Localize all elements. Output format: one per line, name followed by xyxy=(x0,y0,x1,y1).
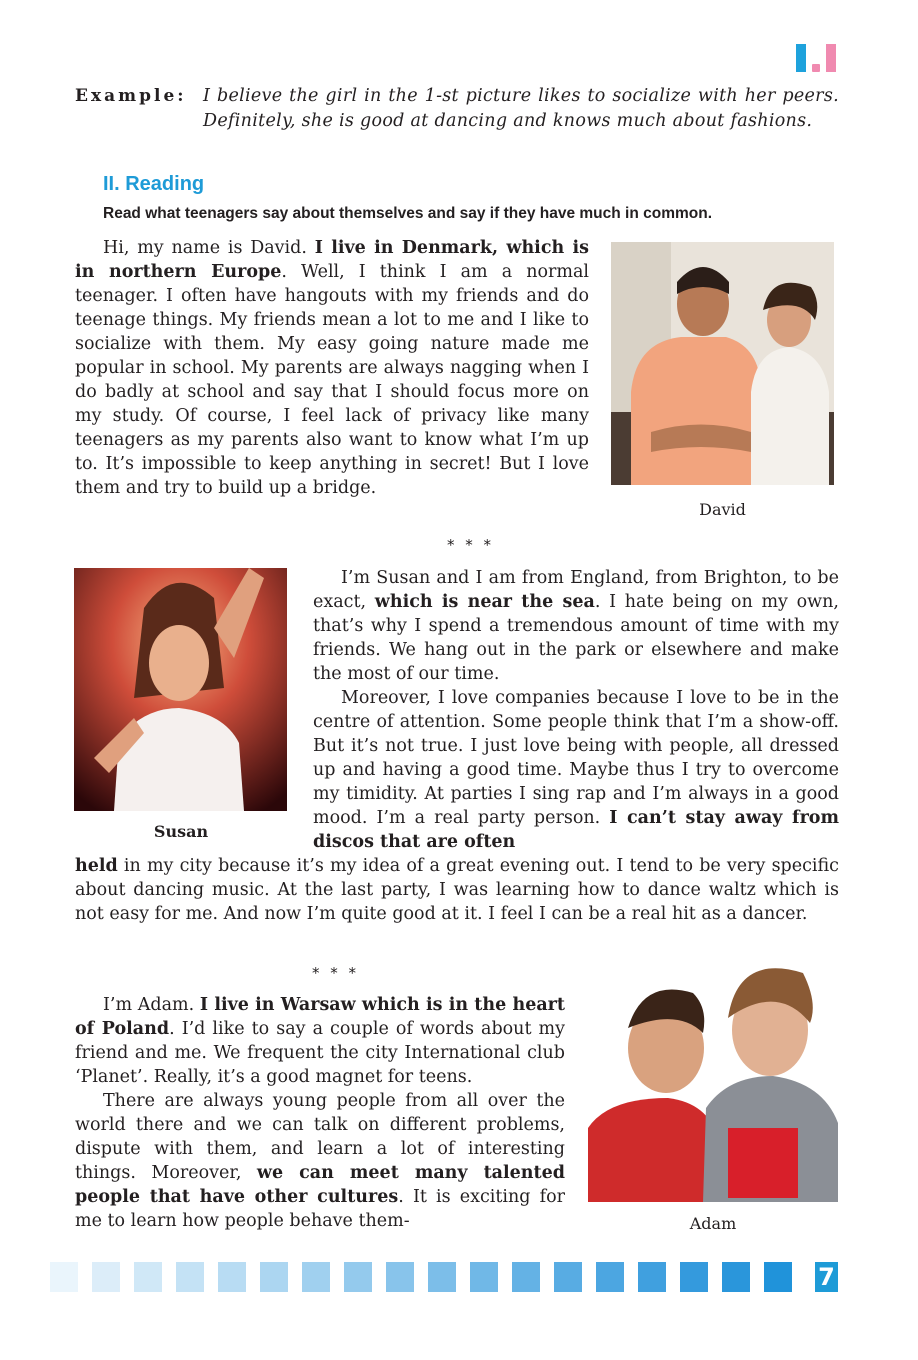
unit-marker-bar xyxy=(796,44,806,72)
susan-text-bold: which is near the sea xyxy=(374,592,595,612)
footer-square xyxy=(764,1262,792,1292)
footer-square xyxy=(260,1262,288,1292)
page-number: 7 xyxy=(815,1262,838,1292)
david-paragraph xyxy=(75,236,589,500)
footer-square xyxy=(386,1262,414,1292)
instruction: Read what teenagers say about themselves and say if they have much in common. xyxy=(103,205,713,222)
susan-paragraph-top xyxy=(313,566,839,854)
david-photo xyxy=(611,242,834,485)
david-caption: David xyxy=(699,500,746,519)
footer-square xyxy=(176,1262,204,1292)
susan-photo xyxy=(74,568,287,811)
unit-marker-dot xyxy=(812,64,820,72)
adam-text-p2-c: . It is exciting for me to learn how people behave them- xyxy=(75,1187,565,1231)
susan-photo-illustration xyxy=(74,568,287,811)
adam-text-bold: I live in Warsaw which is in the heart of Poland xyxy=(75,995,565,1039)
adam-text-a: I’m Adam. xyxy=(103,995,200,1015)
example-label: Example: xyxy=(75,86,187,106)
adam-photo xyxy=(588,948,838,1202)
susan-caption: Susan xyxy=(153,822,209,841)
footer-square xyxy=(512,1262,540,1292)
david-text-a: Hi, my name is David. xyxy=(103,238,315,258)
footer-square xyxy=(722,1262,750,1292)
example-text: I believe the girl in the 1-st picture likes to socialize with her peers. Definitely, she is good at dancing and knows much about fashions. xyxy=(203,86,839,131)
adam-text-p2: There are always young people from all over the world there and we can talk on different problems, dispute with them, and learn a lot of interesting things. Moreover, xyxy=(75,1091,565,1183)
footer-square xyxy=(92,1262,120,1292)
footer-square xyxy=(596,1262,624,1292)
susan-text-c: . I hate being on my own, that’s why I spend a tremendous amount of time with my friends. We hang out in the park or elsewhere and make the most of our time. xyxy=(313,592,839,684)
adam-text-p2-bold: we can meet many talented people that have other cultures xyxy=(75,1163,565,1207)
adam-caption: Adam xyxy=(689,1214,737,1233)
david-text-c: . Well, I think I am a normal teenager. I often have hangouts with my friends and do teenage things. My friends mean a lot to me and I like to socialize with them. My easy going nature made me popular in school. My parents are always nagging when I do badly at school and say that I should focus more on my study. Of course, I feel lack of privacy like many teenagers as my parents also want to know what I’m up to. It’s impossible to keep anything in secret! But I love them and try to build up a bridge. xyxy=(75,262,589,498)
susan-text-a: I’m Susan and I am from England, from Brighton, to be exact, xyxy=(313,568,839,612)
footer-square xyxy=(344,1262,372,1292)
footer-square xyxy=(428,1262,456,1292)
footer-square xyxy=(638,1262,666,1292)
footer-square xyxy=(218,1262,246,1292)
footer-square xyxy=(470,1262,498,1292)
adam-paragraph xyxy=(75,993,565,1233)
section-heading: II. Reading xyxy=(103,173,205,195)
adam-photo-illustration xyxy=(588,948,838,1202)
susan-text-p2-bold: I can’t stay away from discos that are often xyxy=(313,808,839,852)
footer-square xyxy=(50,1262,78,1292)
susan-paragraph-bottom xyxy=(75,854,839,926)
david-text-bold: I live in Denmark, which is in northern Europe xyxy=(75,238,589,282)
david-photo-illustration xyxy=(611,242,834,485)
susan-text-p2: Moreover, I love companies because I love to be in the centre of attention. Some people think that I’m a show-off. But it’s not true. I just love being with people, all dressed up and having a good time. Maybe thus I try to overcome my timidity. At parties I sing rap and I’m always in a good mood. I’m a real party person. xyxy=(313,688,839,828)
unit-marker-bar-pink xyxy=(826,44,836,72)
section-separator: * * * xyxy=(312,964,360,982)
footer-square xyxy=(554,1262,582,1292)
susan-text-p3: in my city because it’s my idea of a great evening out. I tend to be very specific about dancing music. At the last party, I was learning how to dance waltz which is not easy for me. And now I’m quite good at it. I feel I can be a real hit as a dancer. xyxy=(75,856,839,924)
adam-text-c: . I’d like to say a couple of words about my friend and me. We frequent the city International club ‘Planet’. Really, it’s a good magnet for teens. xyxy=(75,1019,566,1087)
footer-decoration xyxy=(50,1262,810,1292)
footer-square xyxy=(134,1262,162,1292)
unit-marker xyxy=(796,44,836,72)
footer-square xyxy=(680,1262,708,1292)
footer-square xyxy=(302,1262,330,1292)
section-separator: * * * xyxy=(447,536,495,554)
susan-text-p3-bold: held xyxy=(75,856,118,876)
